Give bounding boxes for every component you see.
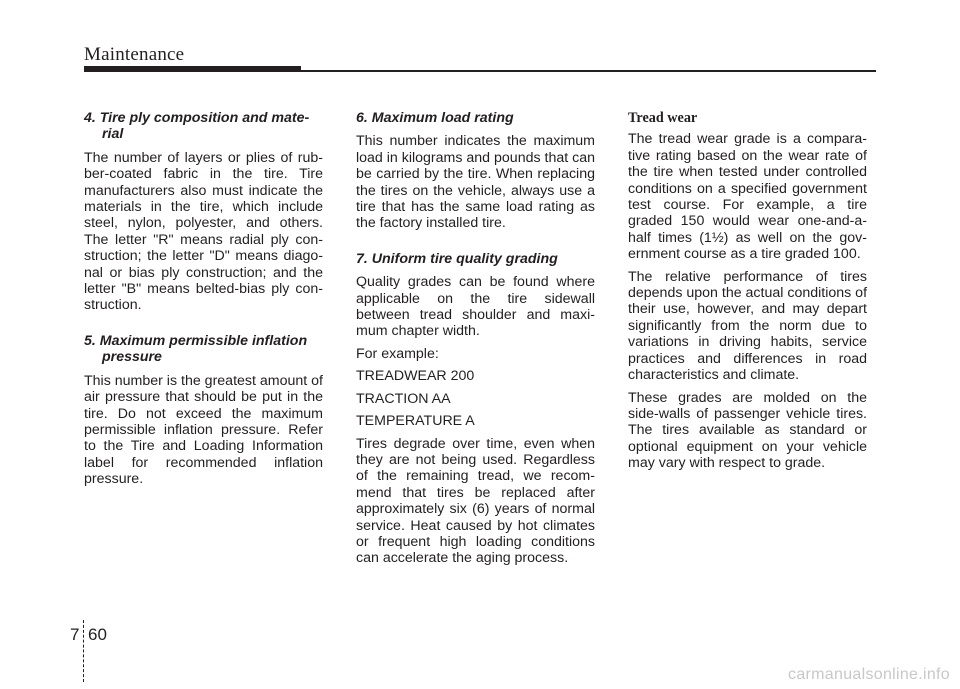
column-1 [84,110,323,494]
tire-aging-body: Tires degrade over time, even when they are not being used. Regardless of the remaining tread, we recommend that tires be replaced after approximately six (6) years of normal service. Heat caused by hot climates or frequent high loading conditions can accelerate the aging process. [356,435,595,567]
section-6-body: This number indicates the maximum load in kilograms and pounds that can be carried by the tire. When replacing the tires on the vehicle, always use a tire that has the same load rating as the factory installed tire. [356,133,595,232]
tread-wear-body-2: The relative performance of tires depends upon the actual conditions of their use, however, and may depart significantly from the norm due to variations in driving habits, service practices and differences in road characteristics and climate. [628,268,868,384]
footer-chapter-number: 7 [70,625,80,644]
section-4-body: The number of layers or plies of rubber-coated fabric in the tire. Tire manufacturers also must indicate the materials in the tire, which include steel, nylon, polyester, and others. The letter "R" means radial ply construction; the letter "D" means diagonal or bias ply construction; and the letter "B" means belted-bias ply construction. [84,149,323,314]
example-temperature: TEMPERATURE A [356,413,475,430]
example-traction: TRACTION AA [356,390,451,407]
tread-wear-body-3: These grades are molded on the side-walls of passenger vehicle tires. The tires available as standard or optional equipment on your vehicle may vary with respect to grade. [628,389,867,472]
column-3 [628,110,867,478]
footer-page-number: 60 [88,625,107,644]
page-header-title: Maintenance [84,44,185,65]
section-5-body: This number is the greatest amount of air pressure that should be put in the tire. Do not exceed the maximum permissible inflation pressure. Refer to the Tire and Loading Information label for recommended inflation pressure. [84,372,323,488]
tread-wear-body-1: The tread wear grade is a comparative rating based on the wear rate of the tire when tested under controlled conditions on a specified government test course. For example, a tire graded 150 would wear one-and-a-half times (1½) as well on the government course as a tire graded 100. [628,131,867,263]
header-rule-thick [84,66,301,72]
example-treadwear: TREADWEAR 200 [356,368,475,385]
section-6-heading: 6. Maximum load rating [356,110,514,126]
header-rule-thin [301,70,876,72]
watermark: carmanualsonline.info [788,666,950,683]
section-5-heading: 5. Maximum permissible inflation pressure [84,332,308,366]
example-intro: For example: [356,345,439,362]
footer-divider [83,620,85,682]
section-7-heading: 7. Uniform tire quality grading [356,250,558,267]
tread-wear-heading: Tread wear [628,110,698,126]
section-7-body: Quality grades can be found where applicable on the tire sidewall between tread shoulder and maximum chapter width. [356,274,595,340]
column-2 [356,110,595,573]
section-4-heading: 4. Tire ply composition and material [84,110,310,143]
